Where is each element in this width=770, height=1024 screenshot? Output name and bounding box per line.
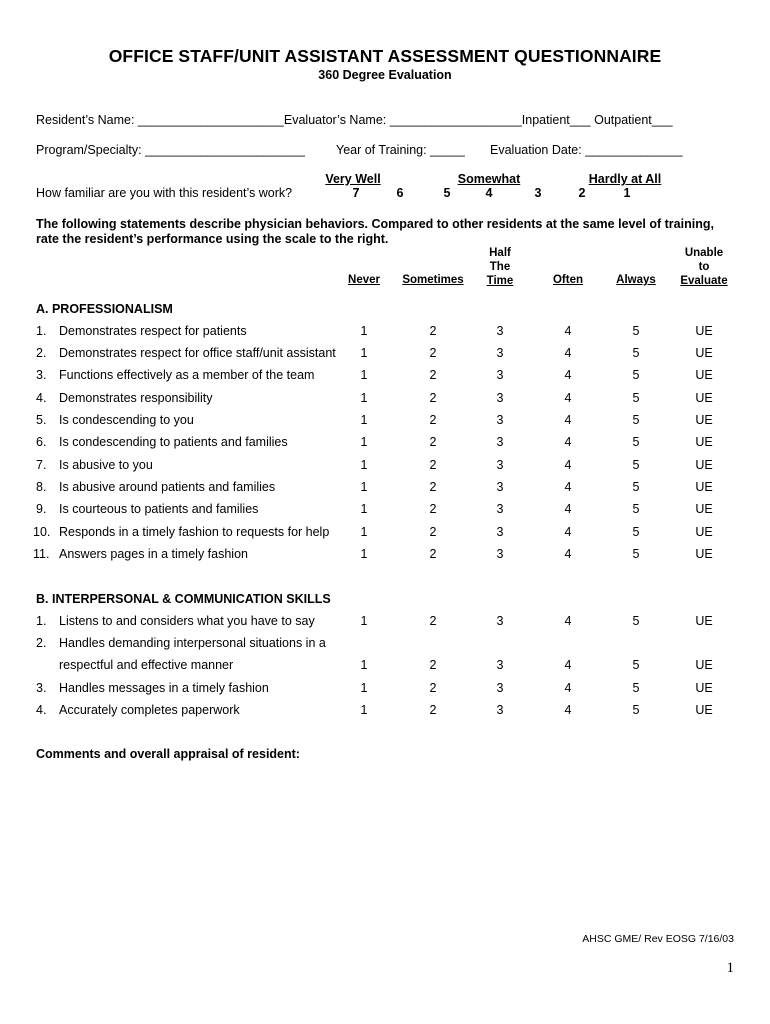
rating-option[interactable]: 3 <box>496 458 504 472</box>
rating-option[interactable]: 5 <box>632 502 640 516</box>
rating-option[interactable]: 2 <box>429 614 437 628</box>
rating-option[interactable]: 5 <box>632 681 640 695</box>
rating-option[interactable]: 1 <box>360 703 368 717</box>
question-row <box>0 703 770 721</box>
rating-option[interactable]: 4 <box>564 458 572 472</box>
rating-option[interactable]: 1 <box>360 413 368 427</box>
rating-option[interactable]: 1 <box>360 368 368 382</box>
familiarity-anchor-very-well: Very Well <box>325 172 381 186</box>
rating-option[interactable]: 2 <box>429 681 437 695</box>
instructions-line-1: The following statements describe physician behaviors. Compared to other residents at the same level of training, <box>36 217 714 231</box>
rating-option[interactable]: 3 <box>496 413 504 427</box>
item-number: 2. <box>36 346 47 360</box>
document-title: OFFICE STAFF/UNIT ASSISTANT ASSESSMENT QUESTIONNAIRE <box>108 46 662 66</box>
rating-option[interactable]: 1 <box>360 324 368 338</box>
comments-area[interactable] <box>36 768 736 918</box>
rating-option[interactable]: 4 <box>564 413 572 427</box>
rating-option[interactable]: 1 <box>360 391 368 405</box>
question-row <box>0 324 770 342</box>
evaluation-date-field[interactable]: Evaluation Date: ______________ <box>490 143 683 157</box>
rating-option[interactable]: 4 <box>564 324 572 338</box>
header-often: Often <box>552 274 584 286</box>
item-text: Responds in a timely fashion to requests for help <box>59 525 330 539</box>
rating-option[interactable]: 3 <box>496 324 504 338</box>
header-always: Always <box>616 274 656 286</box>
familiarity-option[interactable]: 7 <box>352 186 360 200</box>
document-subtitle: 360 Degree Evaluation <box>318 68 452 82</box>
item-text: Demonstrates respect for office staff/unit assistant <box>59 346 336 360</box>
item-text: Is abusive around patients and families <box>59 480 276 494</box>
rating-option[interactable]: 3 <box>496 346 504 360</box>
item-text: Listens to and considers what you have to say <box>59 614 315 628</box>
rating-option[interactable]: 4 <box>564 368 572 382</box>
familiarity-option[interactable]: 2 <box>578 186 586 200</box>
rating-option[interactable]: 1 <box>360 480 368 494</box>
section-a-heading: A. PROFESSIONALISM <box>36 302 173 316</box>
rating-option[interactable]: 4 <box>564 525 572 539</box>
item-text: Is condescending to you <box>59 413 194 427</box>
rating-option[interactable]: 2 <box>429 480 437 494</box>
item-text: Handles messages in a timely fashion <box>59 681 269 695</box>
rating-option[interactable]: 3 <box>496 502 504 516</box>
rating-option[interactable]: UE <box>695 703 713 717</box>
rating-option[interactable]: UE <box>695 658 713 672</box>
header-sometimes: Sometimes <box>402 274 464 286</box>
header-unable-to-evaluate: Unable to Evaluate <box>680 247 728 287</box>
rating-option[interactable]: 1 <box>360 658 368 672</box>
item-number: 6. <box>36 435 47 449</box>
familiarity-option[interactable]: 1 <box>623 186 631 200</box>
question-row <box>0 368 770 386</box>
rating-option[interactable]: 3 <box>496 614 504 628</box>
item-text: Demonstrates responsibility <box>59 391 213 405</box>
rating-option[interactable]: 5 <box>632 658 640 672</box>
question-row <box>0 480 770 498</box>
header-never: Never <box>348 274 380 286</box>
rating-option[interactable]: UE <box>695 324 713 338</box>
question-row <box>0 681 770 699</box>
revision-note: AHSC GME/ Rev EOSG 7/16/03 <box>582 933 734 945</box>
name-fields-line[interactable]: Resident’s Name: _____________________Evaluator’s Name: ___________________Inpatient___ Outpatient___ <box>36 113 673 127</box>
rating-option[interactable]: UE <box>695 413 713 427</box>
rating-option[interactable]: 3 <box>496 547 504 561</box>
comments-label: Comments and overall appraisal of resident: <box>36 747 300 761</box>
rating-option[interactable]: 4 <box>564 480 572 494</box>
item-number: 10. <box>33 525 51 539</box>
rating-option[interactable]: 1 <box>360 614 368 628</box>
rating-option[interactable]: 4 <box>564 703 572 717</box>
rating-option[interactable]: 3 <box>496 391 504 405</box>
item-number: 1. <box>36 614 47 628</box>
rating-option[interactable]: 4 <box>564 547 572 561</box>
rating-option[interactable]: 1 <box>360 502 368 516</box>
rating-option[interactable]: 2 <box>429 391 437 405</box>
item-text: Is condescending to patients and families <box>59 435 288 449</box>
rating-option[interactable]: UE <box>695 547 713 561</box>
item-number: 1. <box>36 324 47 338</box>
rating-option[interactable]: 2 <box>429 547 437 561</box>
item-text: Functions effectively as a member of the team <box>59 368 315 382</box>
rating-option[interactable]: 2 <box>429 525 437 539</box>
question-row <box>0 636 770 654</box>
rating-option[interactable]: 5 <box>632 368 640 382</box>
item-text: Demonstrates respect for patients <box>59 324 247 338</box>
rating-option[interactable]: 5 <box>632 703 640 717</box>
rating-option[interactable]: 3 <box>496 681 504 695</box>
rating-option[interactable]: 5 <box>632 391 640 405</box>
item-number: 9. <box>36 502 47 516</box>
item-text: Accurately completes paperwork <box>59 703 240 717</box>
item-number: 4. <box>36 391 47 405</box>
rating-option[interactable]: 1 <box>360 435 368 449</box>
item-text: Is abusive to you <box>59 458 153 472</box>
rating-option[interactable]: UE <box>695 458 713 472</box>
question-row <box>0 346 770 364</box>
rating-option[interactable]: 5 <box>632 346 640 360</box>
rating-option[interactable]: 5 <box>632 614 640 628</box>
question-row <box>0 547 770 565</box>
rating-option[interactable]: 1 <box>360 681 368 695</box>
item-text: Handles demanding interpersonal situations in a <box>59 636 326 650</box>
rating-option[interactable]: 4 <box>564 346 572 360</box>
rating-option[interactable]: 5 <box>632 547 640 561</box>
rating-option[interactable]: 4 <box>564 435 572 449</box>
rating-option[interactable]: UE <box>695 346 713 360</box>
item-number: 3. <box>36 681 47 695</box>
rating-option[interactable]: 4 <box>564 658 572 672</box>
program-specialty-field[interactable]: Program/Specialty: _______________________ <box>36 143 305 157</box>
rating-option[interactable]: 2 <box>429 458 437 472</box>
item-number: 7. <box>36 458 47 472</box>
rating-option[interactable]: 4 <box>564 681 572 695</box>
rating-option[interactable]: 4 <box>564 391 572 405</box>
item-text: Is courteous to patients and families <box>59 502 259 516</box>
rating-option[interactable]: 4 <box>564 614 572 628</box>
rating-option[interactable]: 1 <box>360 346 368 360</box>
rating-option[interactable]: UE <box>695 435 713 449</box>
item-number: 3. <box>36 368 47 382</box>
item-number: 8. <box>36 480 47 494</box>
rating-option[interactable]: UE <box>695 681 713 695</box>
rating-option[interactable]: 2 <box>429 703 437 717</box>
rating-option[interactable]: 1 <box>360 547 368 561</box>
rating-option[interactable]: 5 <box>632 480 640 494</box>
rating-option[interactable]: 3 <box>496 368 504 382</box>
rating-option[interactable]: 2 <box>429 324 437 338</box>
rating-option[interactable]: 1 <box>360 458 368 472</box>
rating-option[interactable]: UE <box>695 525 713 539</box>
rating-option[interactable]: 5 <box>632 458 640 472</box>
section-b-heading: B. INTERPERSONAL & COMMUNICATION SKILLS <box>36 592 331 606</box>
question-row <box>0 614 770 632</box>
item-number: 2. <box>36 636 47 650</box>
rating-option[interactable]: 2 <box>429 435 437 449</box>
item-text: Answers pages in a timely fashion <box>59 547 248 561</box>
familiarity-anchor-hardly-at-all: Hardly at All <box>588 172 662 186</box>
familiarity-option[interactable]: 3 <box>534 186 542 200</box>
rating-option[interactable]: 5 <box>632 324 640 338</box>
instructions-line-2: rate the resident’s performance using the scale to the right. <box>36 232 389 246</box>
familiarity-option[interactable]: 6 <box>396 186 404 200</box>
rating-option[interactable]: 2 <box>429 658 437 672</box>
familiarity-option[interactable]: 4 <box>485 186 493 200</box>
question-row <box>0 525 770 543</box>
rating-option[interactable]: 5 <box>632 525 640 539</box>
rating-option[interactable]: 2 <box>429 346 437 360</box>
rating-option[interactable]: 3 <box>496 658 504 672</box>
familiarity-anchor-somewhat: Somewhat <box>457 172 521 186</box>
rating-option[interactable]: UE <box>695 614 713 628</box>
rating-option[interactable]: 1 <box>360 525 368 539</box>
rating-option[interactable]: UE <box>695 502 713 516</box>
question-row <box>0 502 770 520</box>
question-row <box>0 658 770 676</box>
rating-option[interactable]: 2 <box>429 413 437 427</box>
question-row <box>0 413 770 431</box>
rating-option[interactable]: 4 <box>564 502 572 516</box>
rating-option[interactable]: 3 <box>496 480 504 494</box>
question-row <box>0 435 770 453</box>
familiarity-option[interactable]: 5 <box>443 186 451 200</box>
question-row <box>0 391 770 409</box>
rating-option[interactable]: UE <box>695 368 713 382</box>
rating-option[interactable]: 2 <box>429 502 437 516</box>
rating-option[interactable]: 5 <box>632 435 640 449</box>
item-number: 11. <box>33 547 50 561</box>
rating-option[interactable]: UE <box>695 391 713 405</box>
item-text-continued: respectful and effective manner <box>59 658 234 672</box>
header-half-the-time: Half The Time <box>486 247 514 287</box>
familiarity-question: How familiar are you with this resident’s work? <box>36 186 293 200</box>
year-of-training-field[interactable]: Year of Training: _____ <box>336 143 465 157</box>
rating-option[interactable]: 3 <box>496 525 504 539</box>
question-row <box>0 458 770 476</box>
item-number: 4. <box>36 703 47 717</box>
rating-option[interactable]: 3 <box>496 703 504 717</box>
rating-option[interactable]: 2 <box>429 368 437 382</box>
rating-option[interactable]: 3 <box>496 435 504 449</box>
page-number: 1 <box>726 960 734 976</box>
rating-option[interactable]: 5 <box>632 413 640 427</box>
item-number: 5. <box>36 413 47 427</box>
rating-option[interactable]: UE <box>695 480 713 494</box>
